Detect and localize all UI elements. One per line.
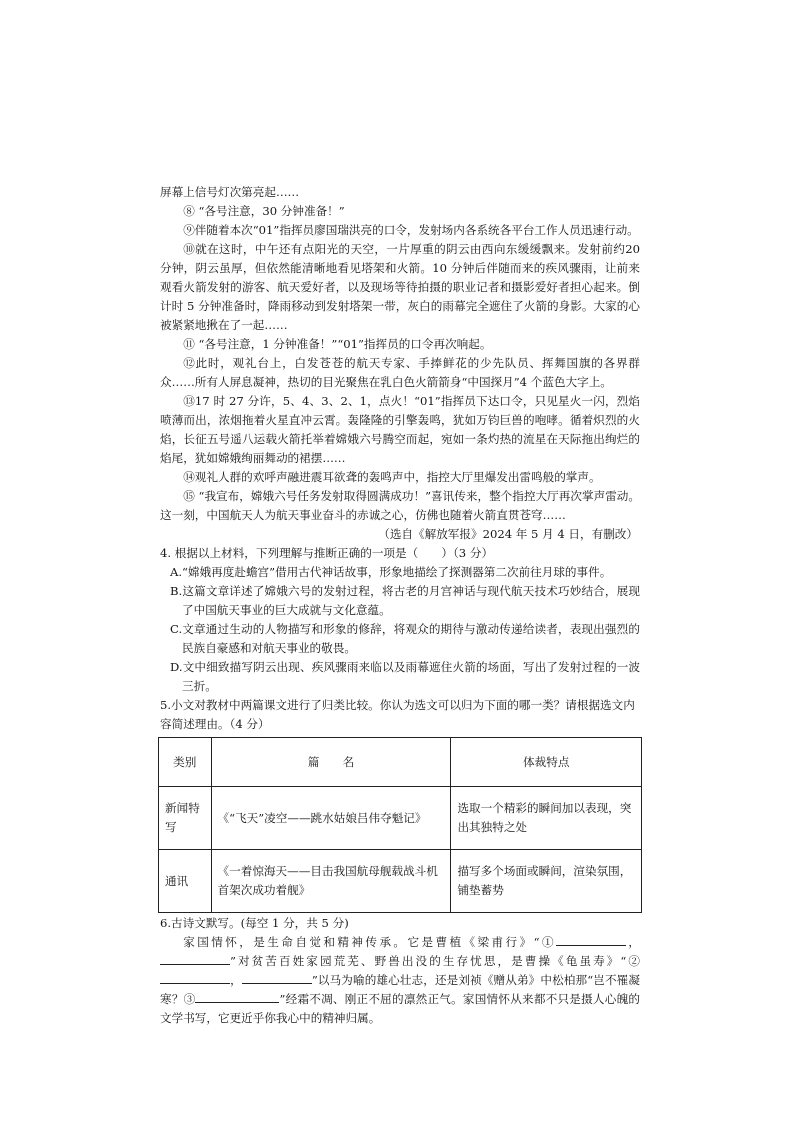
comparison-table <box>158 737 642 913</box>
question-6-text-part: ”对贫苦百姓家园荒芜、野兽出没的生存忧思，是曹操《龟虽寿》“② <box>230 954 640 968</box>
passage-continuation: 屏幕上信号灯次第亮起…… <box>160 185 300 199</box>
passage-paragraph-9: ⑨伴随着本次“01”指挥员廖国瑞洪亮的口令，发射场内各系统各平台工作人员迅速行动。 <box>183 223 639 237</box>
table-cell-features: 描写多个场面或瞬间，渲染氛围，铺垫蓄势 <box>451 850 642 913</box>
question-6-text-part: ， <box>230 973 242 987</box>
question-6-text-part: ”以马为喻的雄心壮志，还是刘祯《赠从弟》中松柏那“岂不罹凝寒？③ <box>160 973 640 1006</box>
question-4-option-c: C.文章通过生动的人物描写和形象的修辞，将观众的期待与激动传递给读者，表现出强烈的民族自豪感和对航天事业的敬畏。 <box>170 622 640 655</box>
table-cell-category: 新闻特写 <box>159 787 212 850</box>
table-header-title: 篇 名 <box>211 738 451 787</box>
passage-paragraph-14: ⑭观礼人群的欢呼声融进震耳欲聋的轰鸣声中，指控大厅里爆发出雷鸣般的掌声。 <box>183 470 601 484</box>
table-cell-title: 《“飞天”凌空——跳水姑娘吕伟夺魁记》 <box>211 787 451 850</box>
question-6-text-part: 家国情怀，是生命自觉和精神传承。它是曹植《梁甫行》“① <box>183 935 556 949</box>
answer-blank-3[interactable] <box>195 991 279 1003</box>
table-cell-category: 通讯 <box>159 850 212 913</box>
answer-blank-2a[interactable] <box>160 972 230 984</box>
question-4-option-d: D.文中细致描写阴云出现、疾风骤雨来临以及雨幕遮住火箭的场面，写出了发射过程的一波三折。 <box>170 660 640 693</box>
question-4-title: 4. 根据以上材料，下列理解与推断正确的一项是（ ）（3 分） <box>160 546 494 560</box>
question-6-title: 6.古诗文默写。(每空 1 分，共 5 分) <box>160 916 349 930</box>
passage-paragraph-12: ⑫此时，观礼台上，白发苍苍的航天专家、手捧鲜花的少先队员、挥舞国旗的各界群众……所有人屏息凝神，热切的目光聚焦在乳白色火箭箭身“中国探月”4 个蓝色大字上。 <box>160 356 640 389</box>
table-cell-title: 《一着惊海天——目击我国航母舰载战斗机首架次成功着舰》 <box>211 850 451 913</box>
table-row <box>159 787 642 850</box>
table-row <box>159 850 642 913</box>
table-header-features: 体裁特点 <box>451 738 642 787</box>
question-6-text-part: ”经霜不凋、刚正不屈的凛然正气。家国情怀从来都不只是摄人心魄的文学书写，它更近乎你我心中的精神归属。 <box>160 992 640 1025</box>
answer-blank-1b[interactable] <box>160 953 230 965</box>
question-4-option-b: B.这篇文章详述了嫦娥六号的发射过程，将古老的月宫神话与现代航天技术巧妙结合，展现了中国航天事业的巨大成就与文化意蕴。 <box>170 584 640 617</box>
passage-paragraph-15: ⑮ “我宣布，嫦娥六号任务发射取得圆满成功！”喜讯传来，整个指控大厅再次掌声雷动。这一刻，中国航天人为航天事业奋斗的赤诚之心，仿佛也随着火箭直贯苍穹…… <box>160 489 640 522</box>
question-5-title: 5.小文对教材中两篇课文进行了归类比较。你认为选文可以归为下面的哪一类？请根据选文内容简述理由。（4 分） <box>160 698 635 731</box>
table-cell-features: 选取一个精彩的瞬间加以表现，突出其独特之处 <box>451 787 642 850</box>
passage-paragraph-10: ⑩就在这时，中午还有点阳光的天空，一片厚重的阴云由西向东缓缓飘来。发射前约20 分钟，阴云虽厚，但依然能清晰地看见塔架和火箭。10 分钟后伴随而来的疾风骤雨，让前来观看火箭发射的游客、航天爱好者，以及现场等待拍摄的职业记者和摄影爱好者担心起来。倒计时 5 分钟准备时，降雨移动到发射塔架一带，灰白的雨幕完全遮住了火箭的身影。大家的心被紧紧地揪在了一起…… <box>160 242 640 332</box>
answer-blank-2b[interactable] <box>242 972 312 984</box>
table-header-category: 类别 <box>159 738 212 787</box>
passage-paragraph-13: ⑬17 时 27 分许，5、4、3、2、1，点火！“01”指挥员下达口令，只见星火一闪，烈焰喷薄而出，浓烟拖着火星直冲云霄。轰隆隆的引擎轰鸣，犹如万钧巨兽的咆哮。循着炽烈的火焰，长征五号遥八运载火箭托举着嫦娥六号腾空而起，宛如一条灼热的流星在天际拖出绚烂的焰尾，犹如嫦娥绚丽舞动的裙摆…… <box>160 394 640 465</box>
passage-paragraph-11: ⑪ “各号注意，1 分钟准备！”“01”指挥员的口令再次响起。 <box>183 337 492 351</box>
question-4-option-a: A.“嫦娥再度赴蟾宫”借用古代神话故事，形象地描绘了探测器第二次前往月球的事件。 <box>170 565 612 579</box>
passage-paragraph-8: ⑧ “各号注意，30 分钟准备！” <box>183 204 345 218</box>
table-header-row <box>159 738 642 787</box>
question-6-text <box>160 933 640 1028</box>
answer-blank-1a[interactable] <box>556 934 626 946</box>
passage-source: （选自《解放军报》2024 年 5 月 4 日，有删改） <box>378 527 638 541</box>
exam-page <box>160 183 640 1028</box>
question-6-text-part: ， <box>625 935 640 949</box>
